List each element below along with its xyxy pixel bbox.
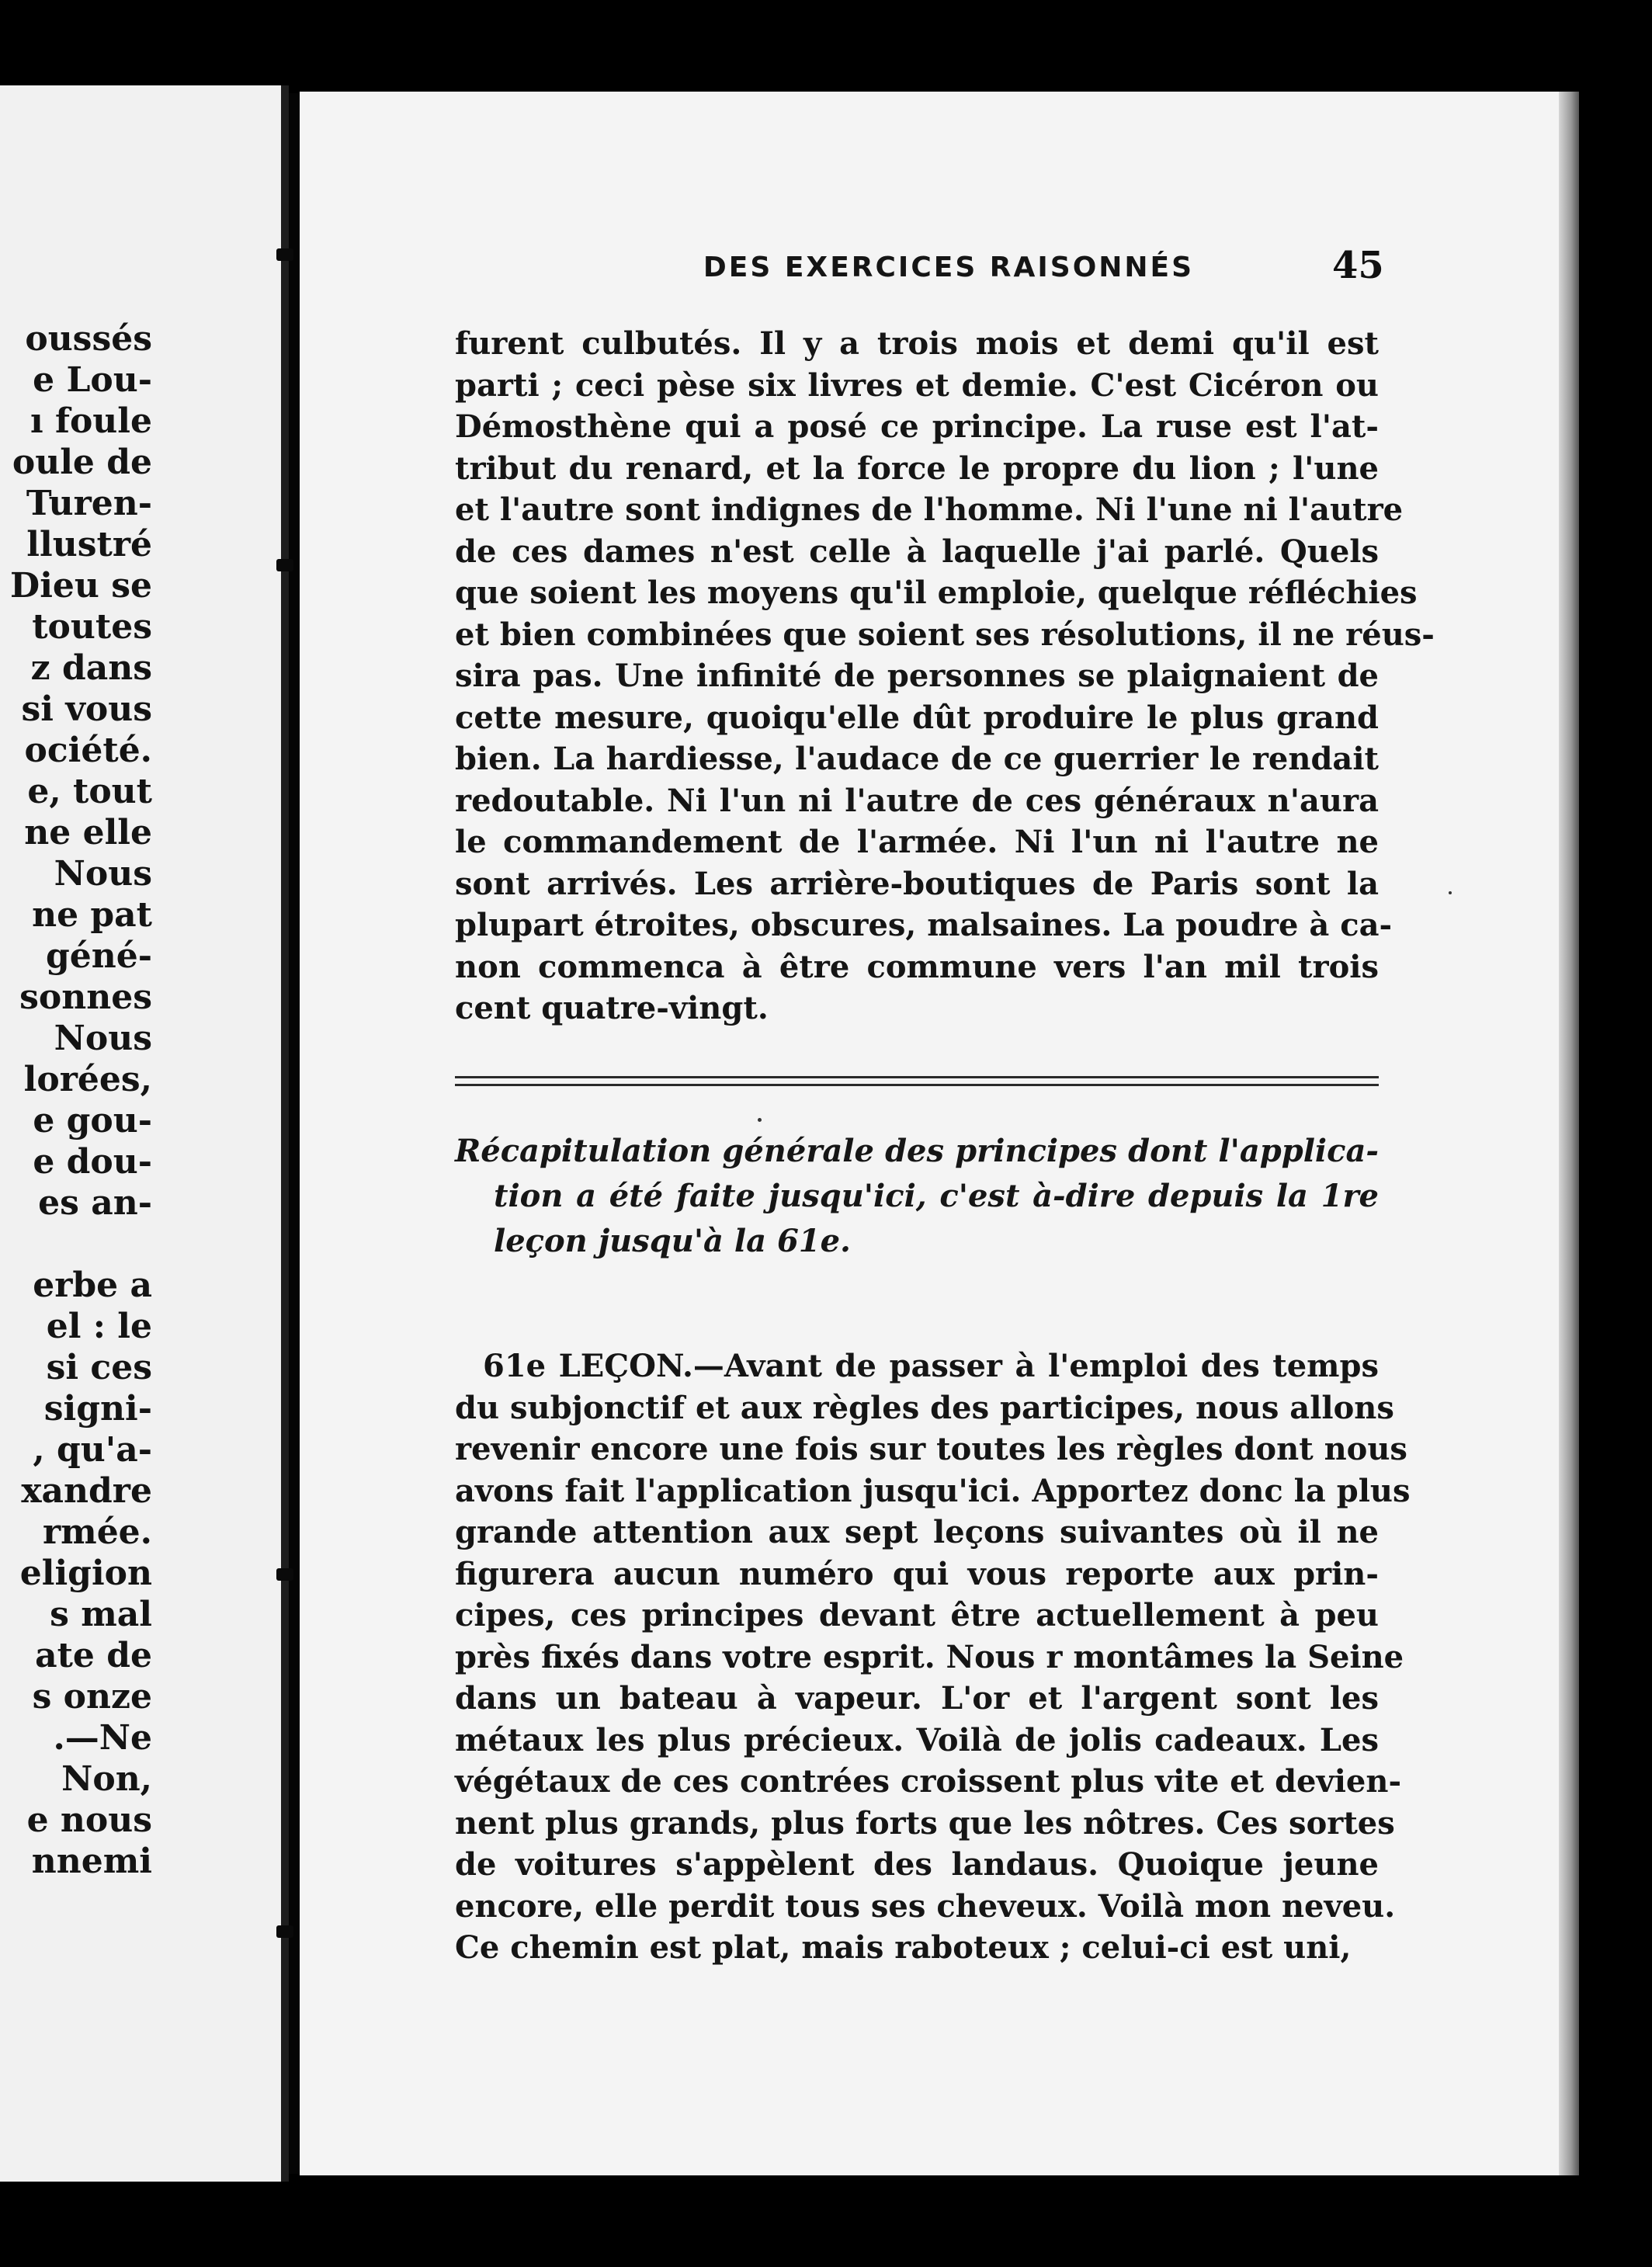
left-text-line: Nous: [54, 1019, 152, 1058]
text-line: végétaux de ces contrées croissent plus vite et devien-: [455, 1763, 1402, 1800]
text-line: dans un bateau à vapeur. L'or et l'argent sont les: [455, 1680, 1379, 1717]
text-line: métaux les plus précieux. Voilà de jolis cadeaux. Les: [455, 1721, 1379, 1758]
binding-stitch: [276, 248, 293, 261]
left-text-line: ı foule: [30, 401, 152, 441]
left-text-line: Turen-: [26, 484, 152, 523]
text-line: de voitures s'appèlent des landaus. Quoique jeune: [455, 1846, 1379, 1883]
recapitulation-heading: [455, 1129, 1379, 1264]
text-line: encore, elle perdit tous ses cheveux. Voilà mon neveu.: [455, 1887, 1396, 1925]
text-line: tribut du renard, et la force le propre du lion ; l'une: [455, 450, 1379, 487]
book-binding: [289, 93, 300, 2174]
left-text-line: oule de: [12, 443, 152, 482]
left-text-line: e nous: [26, 1800, 152, 1840]
left-text-line: toutes: [32, 607, 152, 647]
left-text-line: , qu'a-: [33, 1430, 152, 1470]
left-text-line: s mal: [50, 1595, 152, 1634]
running-head: DES EXERCICES RAISONNÉS: [703, 252, 1195, 283]
text-line: figurera aucun numéro qui vous reporte aux prin-: [455, 1555, 1379, 1592]
page-edge-shadow: [1559, 92, 1579, 2175]
left-text-line: e, tout: [27, 772, 152, 811]
recap-line: Récapitulation générale des principes dont l'applica-: [455, 1133, 1379, 1169]
left-text-line: signi-: [43, 1389, 152, 1429]
text-line: et bien combinées que soient ses résolutions, il ne réus-: [455, 616, 1435, 653]
text-line: sont arrivés. Les arrière-boutiques de Paris sont la: [455, 865, 1379, 902]
left-text-line: oussés: [25, 319, 152, 359]
left-text-line: Nous: [54, 854, 152, 894]
left-text-line: nnemi: [31, 1842, 152, 1881]
text-line: Ce chemin est plat, mais raboteux ; celui-ci est uni,: [455, 1929, 1352, 1966]
left-page-text: [0, 318, 152, 1882]
left-text-line: ne elle: [24, 813, 152, 852]
left-text-line: ne pat: [32, 895, 152, 935]
left-text-line: Dieu se: [10, 566, 152, 606]
left-page-fragment: [0, 85, 281, 2182]
binding-stitch: [276, 1925, 293, 1938]
section-divider-rule: [455, 1084, 1379, 1086]
left-text-line: llustré: [26, 525, 152, 564]
left-text-line: xandre: [21, 1471, 152, 1511]
left-text-line: e Lou-: [33, 360, 152, 400]
left-page-edge: [281, 85, 289, 2182]
left-text-line: erbe a: [33, 1265, 152, 1305]
paragraph-exercise-60: [455, 323, 1435, 1029]
left-text-line: sonnes: [19, 977, 152, 1017]
lesson-61-paragraph: [455, 1345, 1411, 1969]
page-45: [300, 92, 1570, 2175]
left-text-line: z dans: [30, 648, 152, 688]
text-line: grande attention aux sept leçons suivantes où il ne: [455, 1514, 1379, 1550]
left-text-line: Non,: [61, 1759, 152, 1799]
text-line: bien. La hardiesse, l'audace de ce guerrier le rendait: [455, 741, 1379, 777]
text-line: le commandement de l'armée. Ni l'un ni l'autre ne: [455, 824, 1379, 860]
left-text-line: rmée.: [42, 1512, 152, 1552]
left-text-line: si vous: [21, 689, 152, 729]
left-text-line: eligion: [19, 1554, 152, 1593]
text-line: plupart étroites, obscures, malsaines. La poudre à ca-: [455, 907, 1393, 943]
scan-speck: [1449, 891, 1452, 894]
text-line: près fixés dans votre esprit. Nous r montâmes la Seine: [455, 1638, 1404, 1675]
section-divider-rule: [455, 1076, 1379, 1078]
left-text-line: s onze: [32, 1677, 152, 1717]
text-line: avons fait l'application jusqu'ici. Apportez donc la plus: [455, 1472, 1411, 1509]
text-line: Démosthène qui a posé ce principe. La ruse est l'at-: [455, 408, 1379, 445]
left-text-line: e gou-: [33, 1101, 152, 1140]
scan-speck: [758, 1118, 762, 1122]
left-text-line: es an-: [38, 1183, 152, 1223]
binding-stitch: [276, 559, 293, 571]
text-line: cette mesure, quoiqu'elle dût produire le plus grand: [455, 699, 1379, 736]
page-number: 45: [1332, 244, 1384, 287]
left-text-line: .—Ne: [53, 1718, 152, 1758]
left-text-line: ate de: [35, 1636, 152, 1675]
left-text-line: el : le: [46, 1307, 152, 1346]
text-line: de ces dames n'est celle à laquelle j'ai parlé. Quels: [455, 533, 1379, 570]
text-line: parti ; ceci pèse six livres et demie. C'est Cicéron ou: [455, 366, 1379, 404]
text-line: 61e LEÇON.—Avant de passer à l'emploi des temps: [483, 1348, 1379, 1384]
text-line: non commenca à être commune vers l'an mil trois: [455, 948, 1379, 985]
left-text-line: [0, 1224, 152, 1265]
left-text-line: géné-: [45, 936, 152, 976]
text-line: cent quatre-vingt.: [455, 990, 769, 1026]
text-line: du subjonctif et aux règles des participes, nous allons: [455, 1389, 1394, 1426]
recap-line: tion a été faite jusqu'ici, c'est à-dire depuis la 1re: [494, 1178, 1379, 1214]
recap-line: leçon jusqu'à la 61e.: [494, 1223, 851, 1259]
text-line: sira pas. Une infinité de personnes se plaignaient de: [455, 658, 1379, 694]
binding-stitch: [276, 1568, 293, 1581]
text-line: revenir encore une fois sur toutes les règles dont nous: [455, 1431, 1407, 1467]
left-text-line: e dou-: [33, 1142, 152, 1182]
text-line: que soient les moyens qu'il emploie, quelque réfléchies: [455, 575, 1418, 611]
text-line: et l'autre sont indignes de l'homme. Ni l'une ni l'autre: [455, 491, 1404, 528]
left-text-line: si ces: [46, 1348, 152, 1387]
text-line: redoutable. Ni l'un ni l'autre de ces généraux n'aura: [455, 782, 1379, 819]
left-text-line: lorées,: [23, 1060, 152, 1099]
text-line: cipes, ces principes devant être actuellement à peu: [455, 1597, 1379, 1633]
left-text-line: ociété.: [24, 731, 152, 770]
text-line: furent culbutés. Il y a trois mois et demi qu'il est: [455, 325, 1379, 362]
text-line: nent plus grands, plus forts que les nôtres. Ces sortes: [455, 1804, 1395, 1842]
